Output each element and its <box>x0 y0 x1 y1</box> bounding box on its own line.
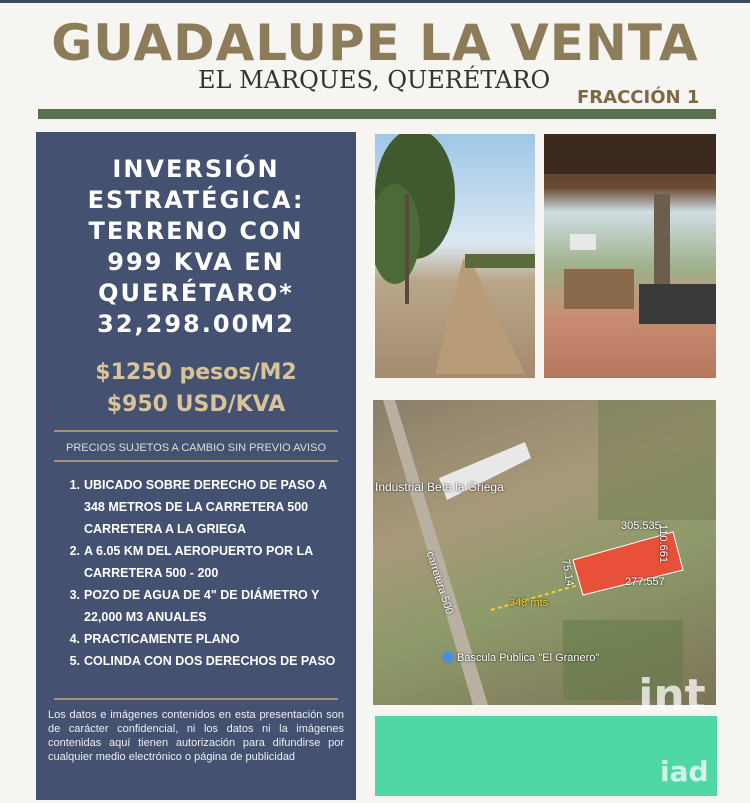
list-item: 3. POZO DE AGUA DE 4" DE DIÁMETRO Y 22,000 M3 ANUALES <box>69 588 320 624</box>
dimension-top: 305.535 <box>621 520 661 532</box>
legal-notice: Los datos e imágenes contenidos en esta presentación son de carácter confidencial, ni los datos ni la imágenes contenidas aquí tienen autorización para difundirse por cualquier medio electrónico o página de publicidad <box>48 709 344 763</box>
separator <box>54 430 338 432</box>
dimension-right: 110.661 <box>657 524 669 563</box>
industrial-label: Industrial Beta la Griega <box>375 480 504 494</box>
page-title: GUADALUPE LA VENTA <box>51 14 699 72</box>
headline-line: QUERÉTARO* <box>98 279 294 307</box>
patio-photo <box>544 134 716 378</box>
list-item: 2. A 6.05 KM DEL AEROPUERTO POR LA CARRETERA 500 - 200 <box>69 544 313 580</box>
road-label: carretera 500 <box>423 550 456 616</box>
watermark-text: iad <box>660 755 709 788</box>
bascula-label: Bascula Publica "El Granero" <box>457 652 600 664</box>
road-illustration <box>375 134 535 378</box>
price-per-m2: $1250 pesos/M2 <box>95 360 297 385</box>
headline-line: TERRENO CON <box>88 217 304 245</box>
list-item: 5. COLINDA CON DOS DERECHOS DE PASO <box>69 654 336 668</box>
price-per-kva: $950 USD/KVA <box>106 392 286 417</box>
headline-line: INVERSIÓN <box>112 155 280 183</box>
map-image <box>373 400 716 705</box>
headline-line: 999 KVA EN <box>107 248 285 276</box>
list-item: 4. PRACTICAMENTE PLANO <box>69 632 240 646</box>
list-item: 1. UBICADO SOBRE DERECHO DE PASO A 348 METROS DE LA CARRETERA 500 CARRETERA A LA GRIEGA <box>69 478 327 536</box>
watermark-logo: int <box>638 670 706 721</box>
info-panel <box>36 132 356 800</box>
location-subtitle: EL MARQUES, QUERÉTARO <box>198 66 551 94</box>
fraction-label: FRACCIÓN 1 <box>577 87 700 108</box>
dimension-bottom: 277.557 <box>625 576 665 588</box>
divider-bar <box>38 109 716 119</box>
price-disclaimer: PRECIOS SUJETOS A CAMBIO SIN PREVIO AVISO <box>66 442 326 454</box>
headline-line: ESTRATÉGICA: <box>87 186 305 214</box>
separator <box>54 698 338 700</box>
dimension-left: 75.14 <box>559 558 576 588</box>
road-photo <box>375 134 535 378</box>
patio-illustration <box>544 134 716 378</box>
top-border <box>0 0 750 3</box>
headline-line: 32,298.00M2 <box>97 310 295 338</box>
feature-list <box>56 474 348 672</box>
headline <box>36 154 356 340</box>
separator <box>54 460 338 462</box>
distance-label: 348 mts <box>509 597 549 609</box>
